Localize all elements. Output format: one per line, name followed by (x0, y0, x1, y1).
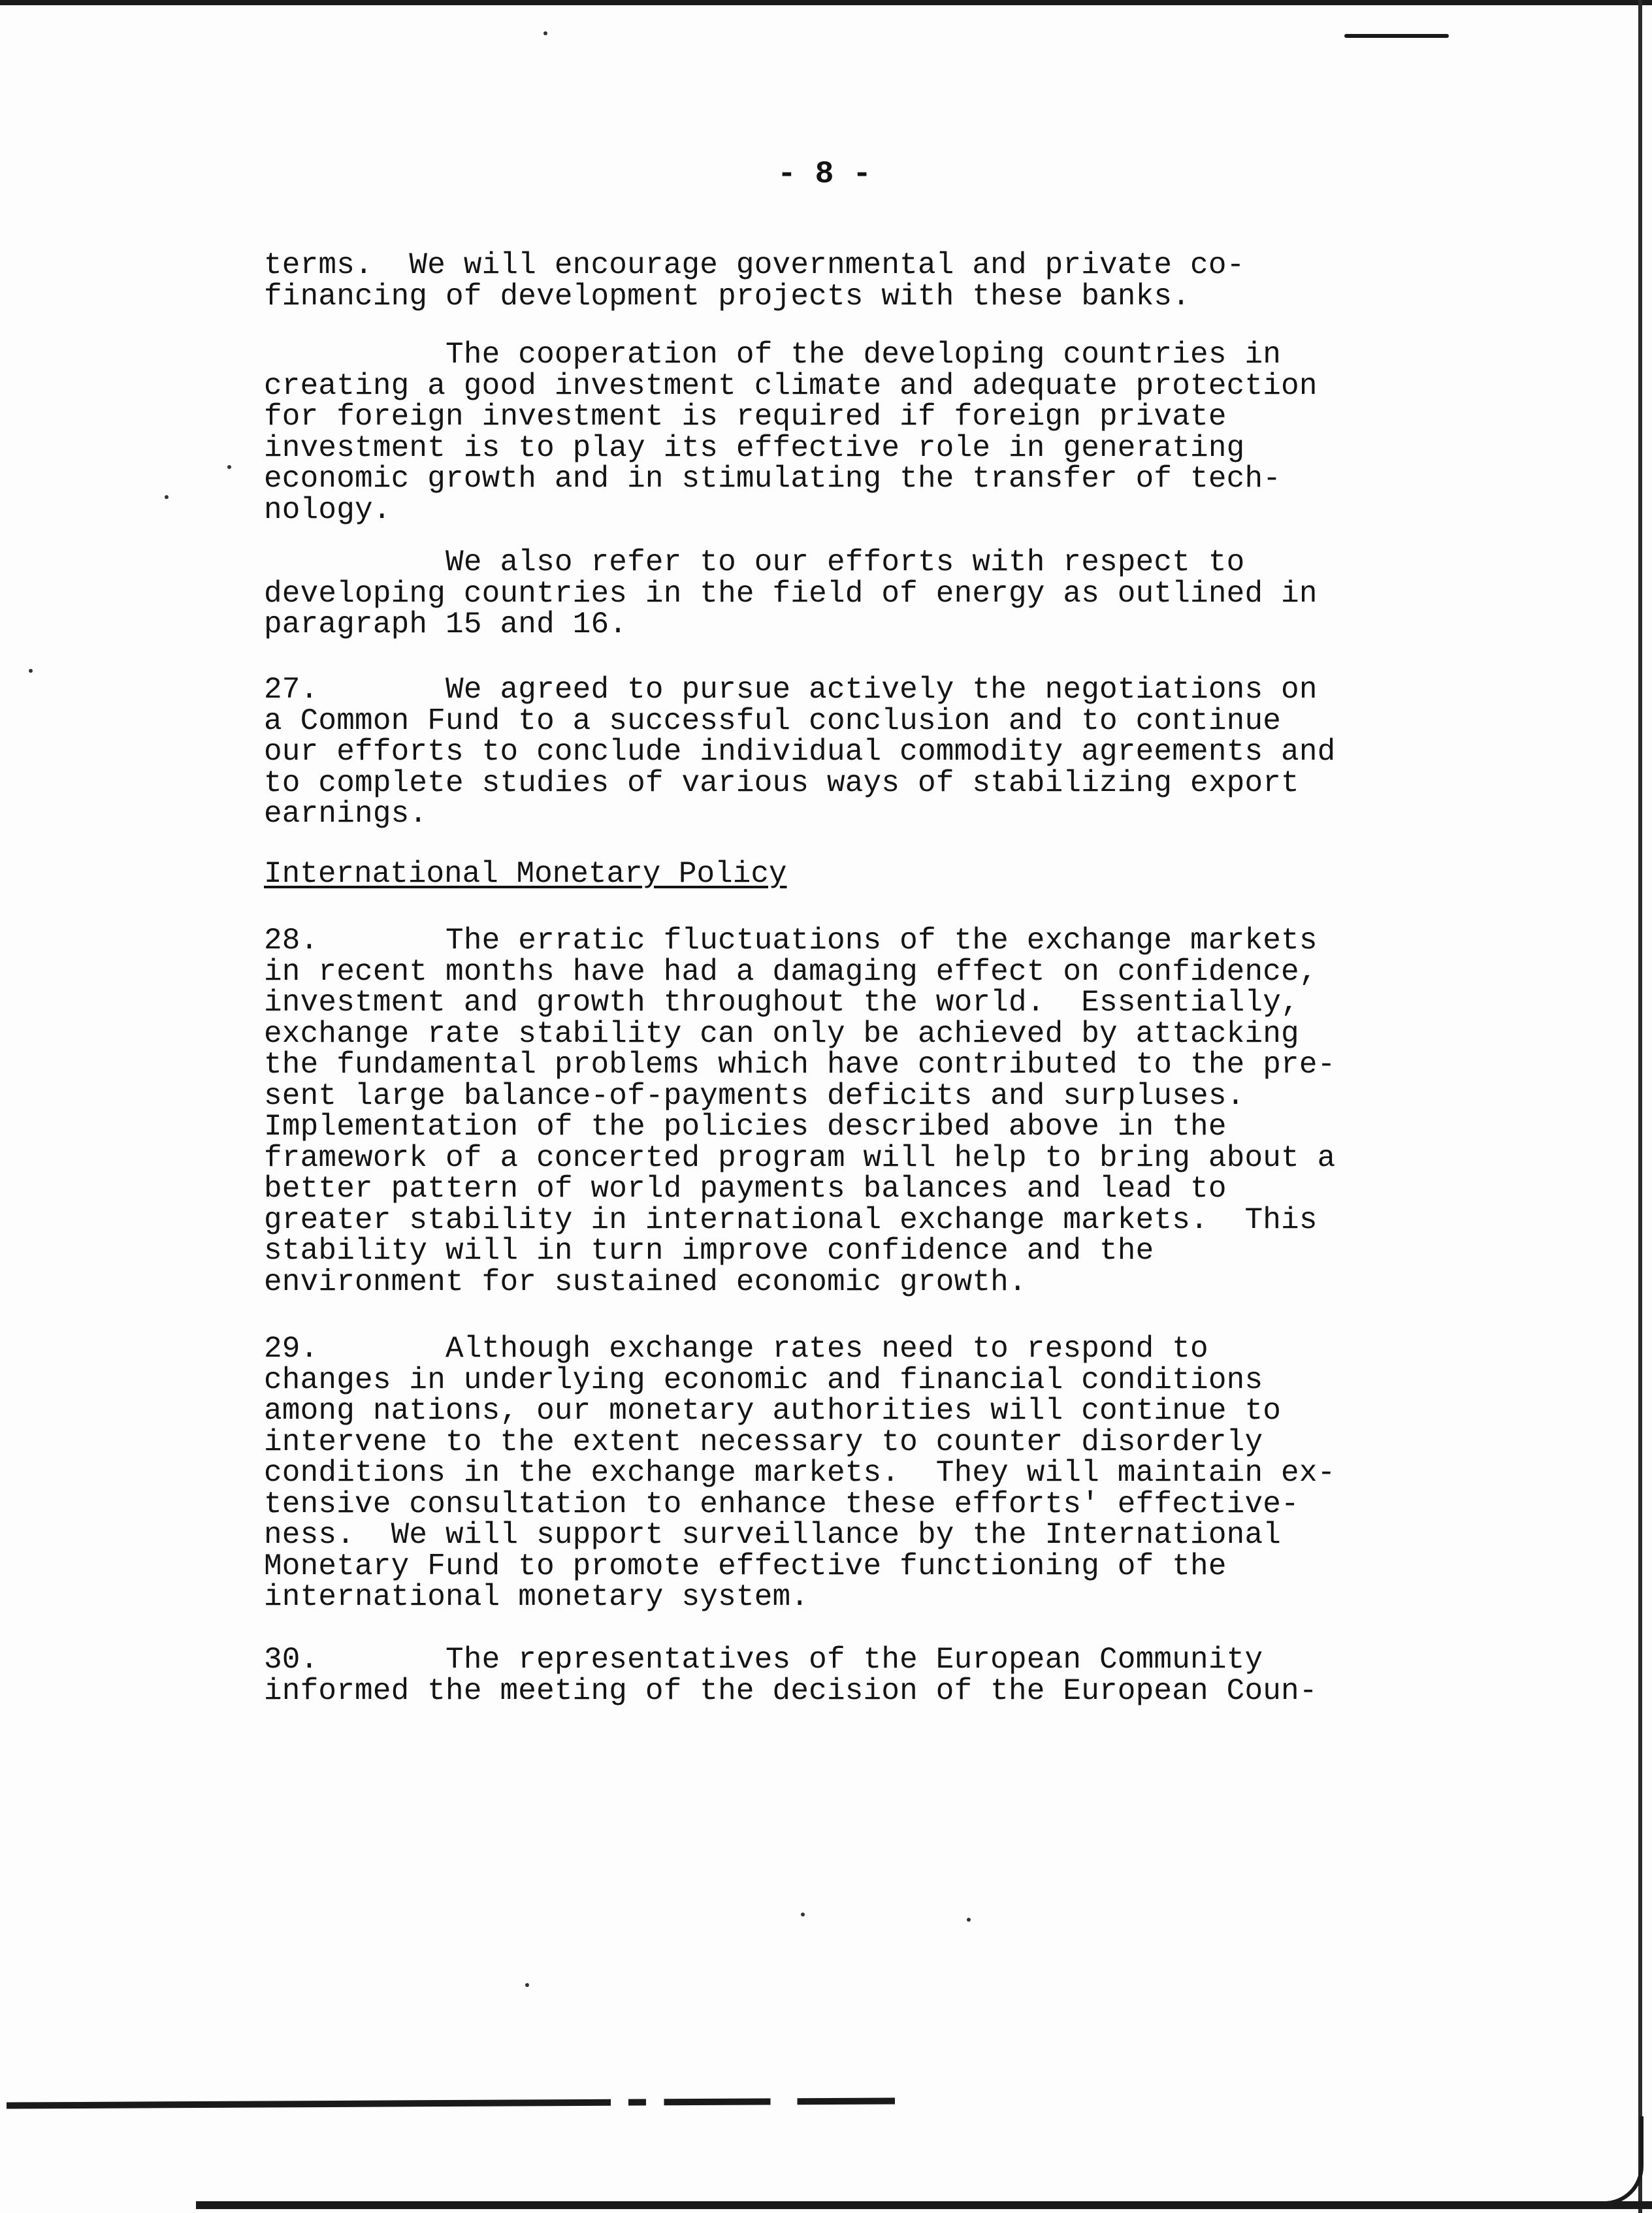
scan-right-edge (1638, 0, 1642, 2213)
paragraph-energy: We also refer to our efforts with respect to developing countries in the field of energy as outlined in paragraph 15 and 16. (264, 545, 1318, 641)
paragraph-cooperation: The cooperation of the developing countries in creating a good investment climate and adequate protection for foreign investment is required if foreign private investment is to play its effective role in generating economic growth and in stimulating the transfer of tech- nology. (264, 338, 1318, 527)
paragraph-27: 27. We agreed to pursue actively the negotiations on a Common Fund to a successful conclusion and to continue our efforts to conclude individual commodity agreements and to complete studies of various ways of stabilizing export earnings. (264, 673, 1336, 831)
scan-speck (967, 1918, 971, 1922)
scan-speck (543, 31, 547, 35)
section-heading: International Monetary Policy (264, 857, 787, 891)
scan-speck (165, 495, 169, 499)
paragraph-29: 29. Although exchange rates need to respond to changes in underlying economic and financial conditions among nations, our monetary authorities will continue to intervene to the extent necessary to counter disorderly conditions in the exchange markets. They will maintain ex- tensive consultation to enhance these efforts' effective- ness. We will support surveillance by the International Monetary Fund to promote effective functioning of the international monetary system. (264, 1332, 1336, 1614)
scan-speck (227, 465, 231, 469)
scan-speck (29, 669, 33, 673)
scan-top-edge (0, 0, 1652, 5)
scan-speck (525, 1983, 529, 1987)
page-number: - 8 - (777, 157, 872, 192)
scan-bottom-edge (196, 2201, 1652, 2209)
scan-bottom-rule (7, 2097, 895, 2108)
paragraph-28: 28. The erratic fluctuations of the exchange markets in recent months have had a damaging effect on confidence, investment and growth throughout the world. Essentially, exchange rate stability can only be achieved by attacking the fundamental problems which have contributed to the pre- sent large balance-of-payments deficits and surpluses. Implementation of the policies described above in the framework of a concerted program will help to bring about a better pattern of world payments balances and lead to greater stability in international exchange markets. This stability will in turn improve confidence and the environment for sustained economic growth. (264, 924, 1336, 1299)
paragraph-30: 30. The representatives of the European Community informed the meeting of the decision of the European Coun- (264, 1643, 1318, 1708)
scan-mark (1344, 34, 1449, 38)
paragraph-continuation: terms. We will encourage governmental and private co- financing of development projects with these banks. (264, 248, 1245, 314)
scan-page-curl (1587, 2116, 1644, 2205)
scan-speck (801, 1913, 805, 1916)
